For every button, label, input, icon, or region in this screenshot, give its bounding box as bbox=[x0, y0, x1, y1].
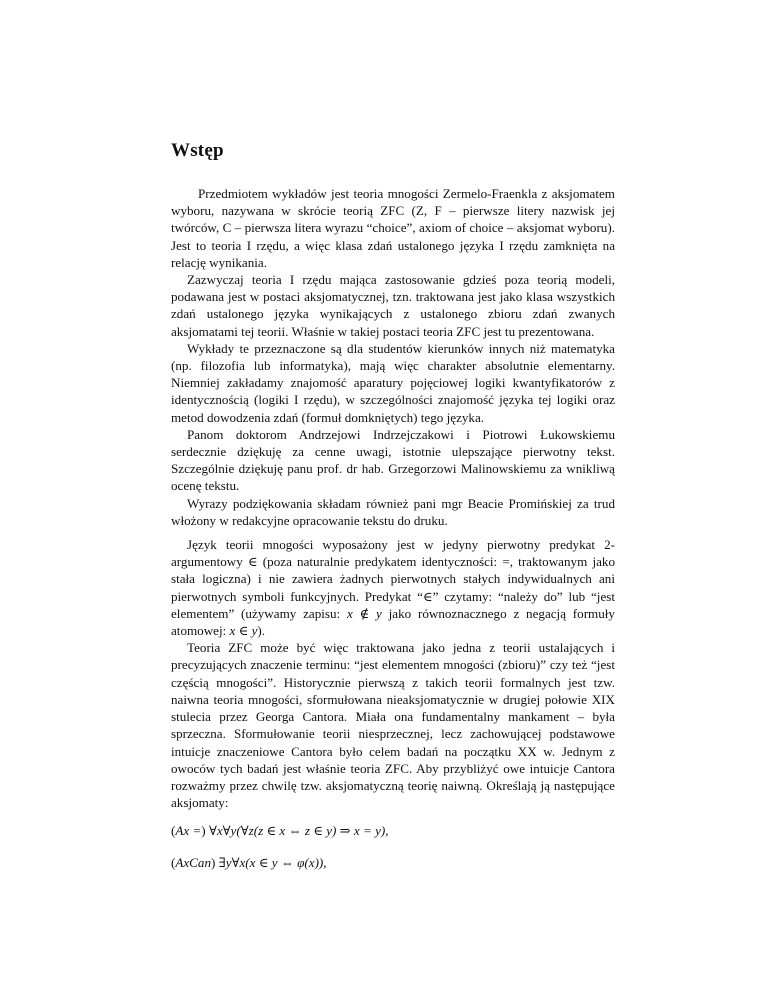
paragraph: Panom doktorom Andrzejowi Indrzejczakowi i Piotrowi Łukowskiemu serdecznie dziękuję za cenne uwagi, istotnie ulepszające pierwotny tekst. Szczególnie dziękuję panu prof. dr hab. Grzegorzowi Malinowskiemu za wnikliwą ocenę tekstu. bbox=[171, 426, 615, 494]
paragraph-text: Język teorii mnogości wyposażony jest w jedyny pierwotny predykat 2-argumentowy ∈ (poza naturalnie predykatem identyczności: =, traktowanym jako stała logiczna) i nie zawiera żadnych pierwotnych stałych indywidualnych ani pierwotnych symboli funkcyjnych. Predykat “∈” czytamy: “należy do” lub “jest elementem” (używamy zapisu: bbox=[171, 537, 615, 621]
paragraph bbox=[171, 536, 615, 639]
paragraph-text: ). bbox=[257, 623, 266, 639]
paragraph-text: jako równoznacznego z negacją formuły atomowej: bbox=[171, 605, 615, 639]
formula-label: AxCan bbox=[175, 855, 212, 871]
document-body bbox=[171, 185, 615, 871]
formula-body: ∀x∀y(∀z(z ∈ x ⇔ z ∈ y) ⇒ x = y), bbox=[208, 823, 389, 839]
paragraph: Wyrazy podziękowania składam również pani mgr Beacie Promińskiej za trud włożony w redakcyjne opracowanie tekstu do druku. bbox=[171, 495, 615, 528]
paragraph-gap bbox=[171, 529, 615, 536]
paragraph: Teoria ZFC może być więc traktowana jako jedna z teorii ustalających i precyzujących znaczenie terminu: “jest elementem mnogości (zbioru)” czy też “jest częścią mnogości”. Historycznie pierwszą z takich teorii formalnych jest tzw. naiwna teoria mnogości, sformułowana nieaksjomatycznie w drugiej połowie XIX stulecia przez Georga Cantora. Miała ona fundamentalny mankament – była sprzeczna. Sformułowanie teorii niesprzecznej, lecz zachowującej podstawowe intuicje znaczeniowe Cantora było celem badań na początku XX w. Jednym z owoców tych badań jest właśnie teoria ZFC. Aby przybliżyć owe intuicje Cantora rozważmy przez chwilę tzw. aksjomatyczną teorię naiwną. Określają ją następujące aksjomaty: bbox=[171, 640, 615, 811]
math-inline: x ∉ y bbox=[346, 605, 382, 621]
formula-axcan: (AxCan) ∃y∀x(x ∈ y ⇔ φ(x)), bbox=[171, 855, 327, 871]
paragraph: Wykłady te przeznaczone są dla studentów kierunków innych niż matematyka (np. filozofia lub informatyka), mają więc charakter absolutnie elementarny. Niemniej zakładamy znajomość aparatury pojęciowej logiki kwantyfikatorów z identycznością (logiki I rzędu), w szczególności znajomość języka tej logiki oraz metod dowodzenia zdań (formuł domkniętych) tego języka. bbox=[171, 340, 615, 425]
math-inline: x ∈ y bbox=[229, 623, 258, 639]
section-title: Wstęp bbox=[171, 140, 224, 161]
paragraph: Przedmiotem wykładów jest teoria mnogości Zermelo-Fraenkla z aksjomatem wyboru, nazywana w skrócie teorią ZFC (Z, F – pierwsze litery nazwisk jej twórców, C – pierwsza litera wyrazu “choice”, axiom of choice – aksjomat wyboru). Jest to teoria I rzędu, a więc klasa zdań ustalonego języka I rzędu zamknięta na relację wynikania. bbox=[171, 186, 615, 270]
paragraph: Zazwyczaj teoria I rzędu mająca zastosowanie gdzieś poza teorią modeli, podawana jest w postaci aksjomatycznej, tzn. traktowana jest jako klasa wszystkich zdań ustalonego języka wynikających z ustalonego zbioru zdań zwanych aksjomatami tej teorii. Właśnie w takiej postaci teoria ZFC jest tu prezentowana. bbox=[171, 272, 615, 339]
formula-body: ∃y∀x(x ∈ y ⇔ φ(x)), bbox=[218, 855, 327, 871]
formula-ax-eq: (Ax =) ∀x∀y(∀z(z ∈ x ⇔ z ∈ y) ⇒ x = y), bbox=[171, 823, 389, 839]
formula-label: Ax = bbox=[175, 823, 202, 839]
